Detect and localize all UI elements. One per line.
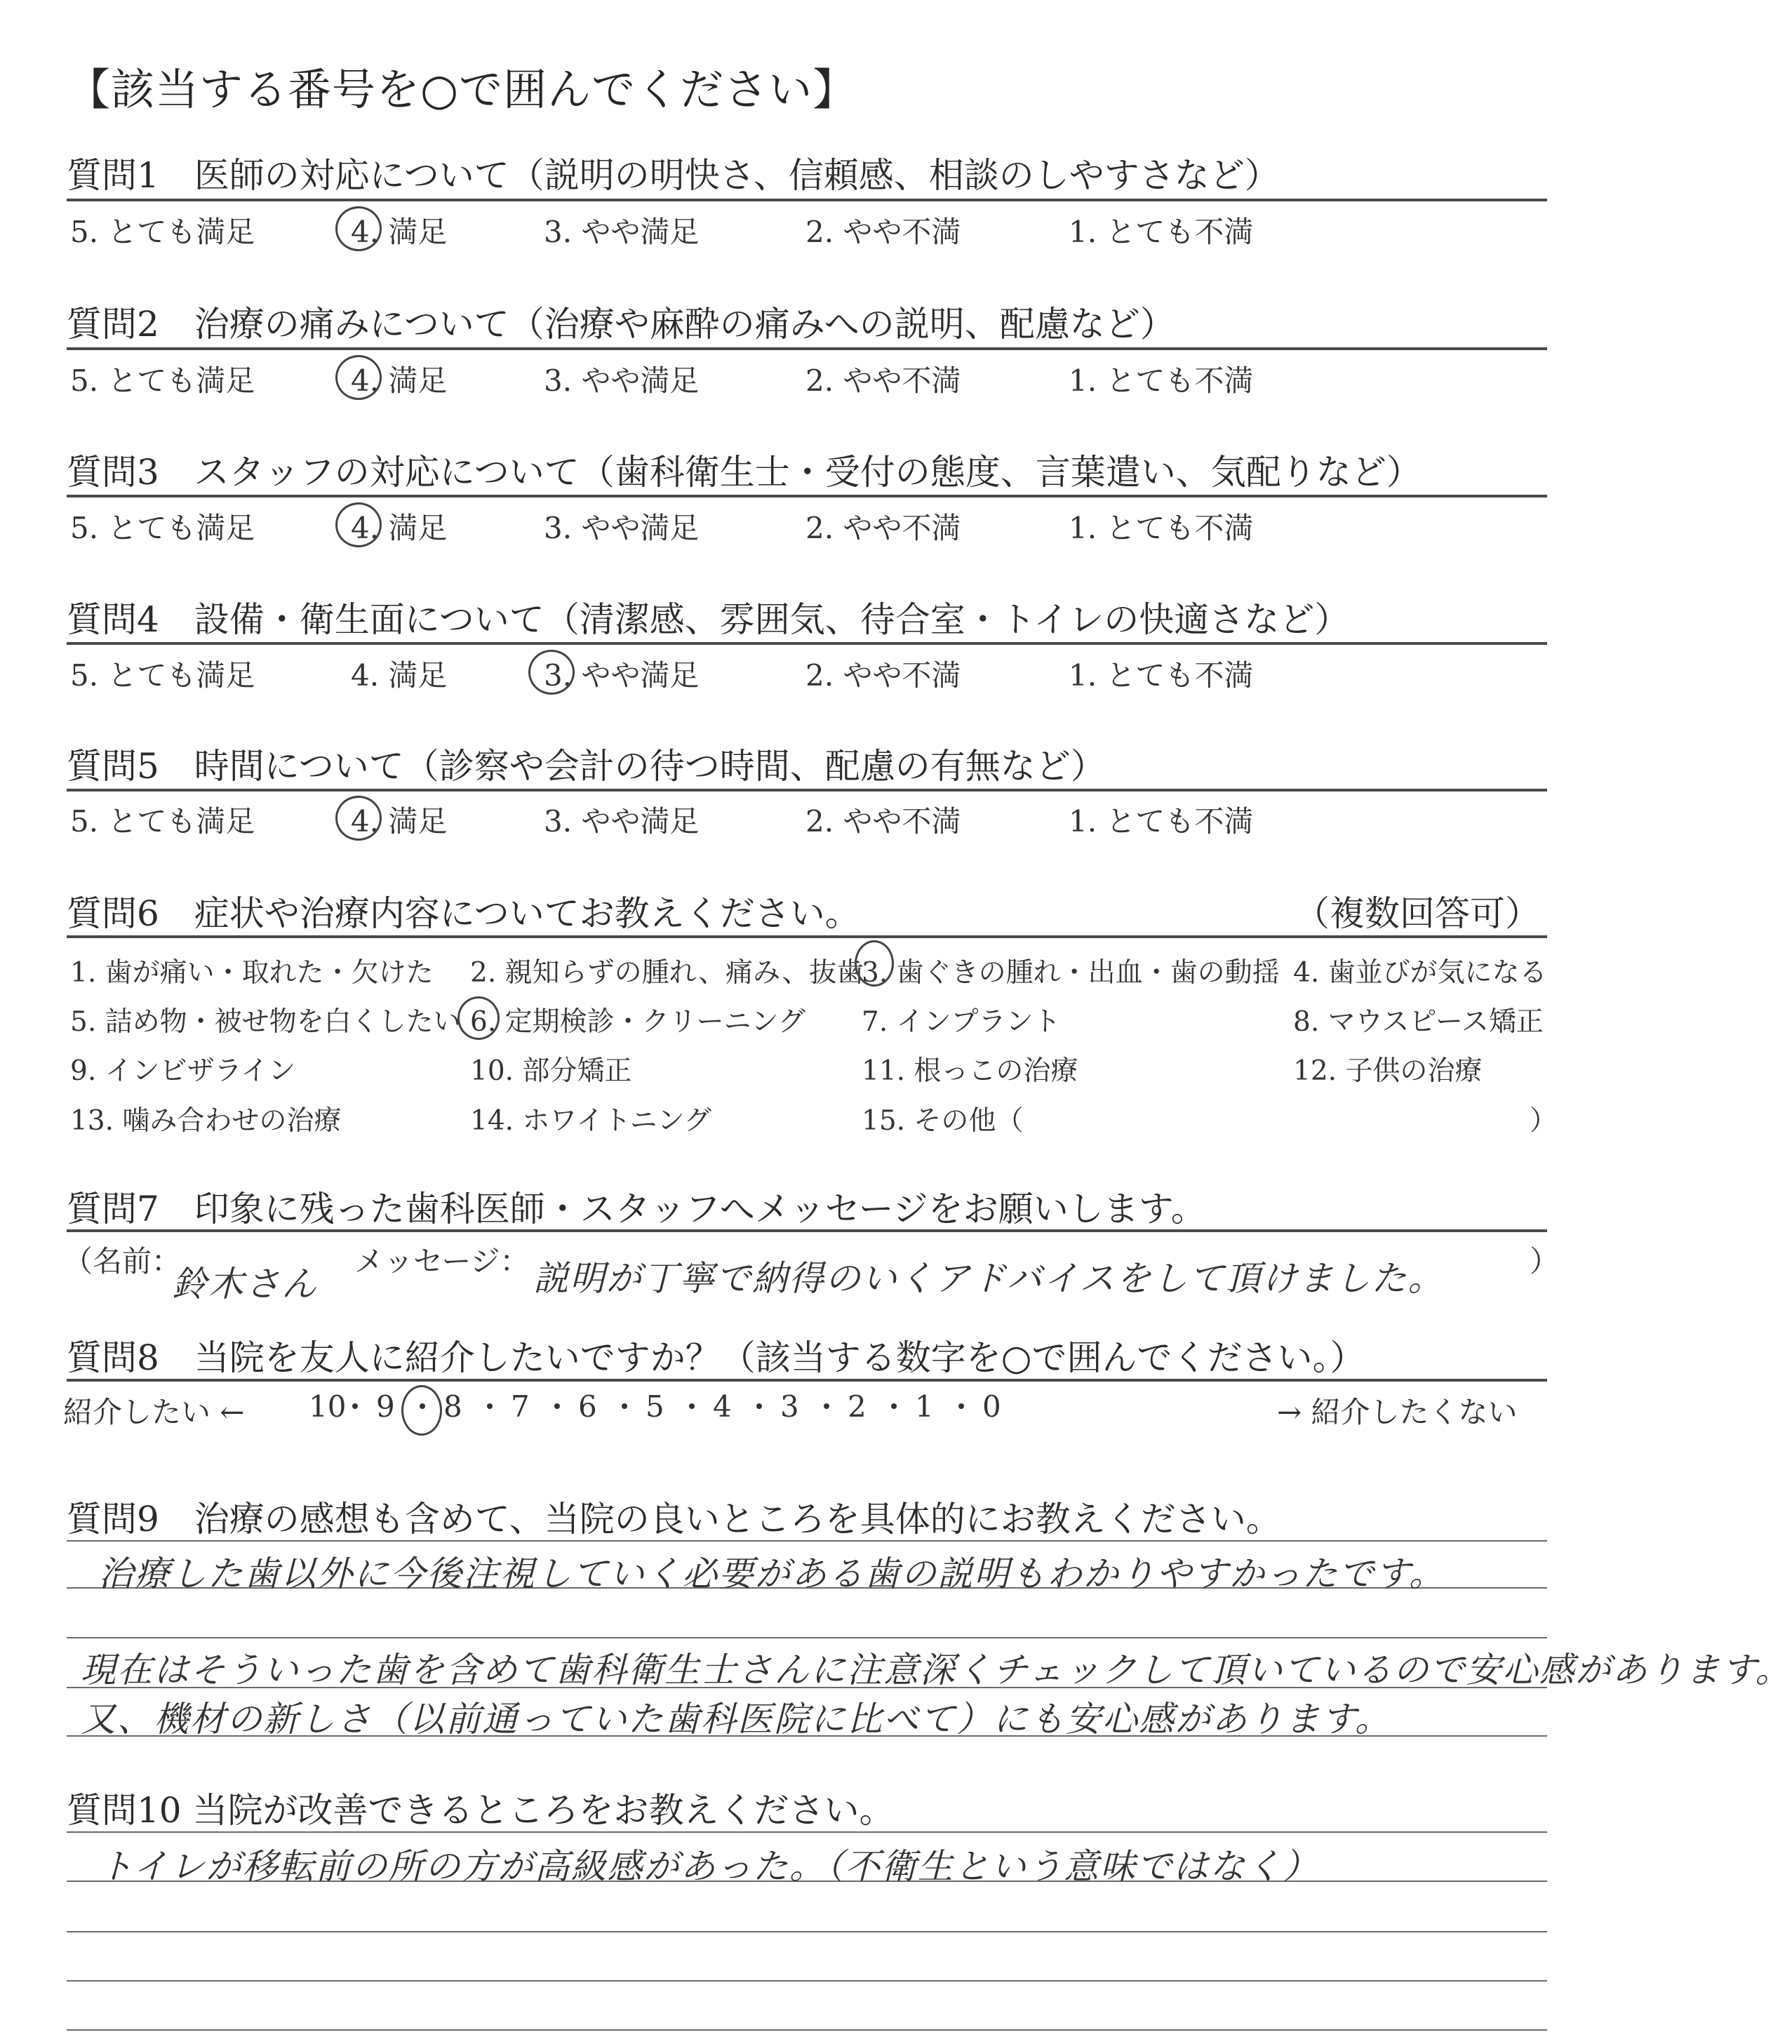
q6-item-10[interactable]: 10. 部分矯正 xyxy=(470,1055,632,1087)
q9-line-2 xyxy=(67,1637,1547,1638)
q2-rule xyxy=(67,347,1547,350)
q2-selection-circle xyxy=(335,355,382,400)
q3-option-2[interactable]: 2. やや不満 xyxy=(805,511,961,545)
q9-answer-line-2[interactable]: 現在はそういった歯を含めて歯科衛生士さんに注意深くチェックして頂いているので安心感があります。 xyxy=(81,1650,1792,1690)
q7-rule xyxy=(67,1229,1547,1232)
q3-selection-circle xyxy=(335,502,382,547)
q8-scale-4[interactable]: 4 xyxy=(713,1389,732,1424)
q5-option-2[interactable]: 2. やや不満 xyxy=(805,804,961,839)
q8-scale-9[interactable]: 9 xyxy=(376,1389,395,1424)
q8-scale-8[interactable]: 8 xyxy=(443,1389,462,1424)
q8-scale-separator xyxy=(689,1403,695,1409)
q10-line-4 xyxy=(67,2029,1547,2031)
q2-option-5[interactable]: 5. とても満足 xyxy=(70,363,255,398)
q9-title: 質問9 治療の感想も含めて、当院の良いところを具体的にお教えください。 xyxy=(67,1499,1281,1539)
q8-scale-separator xyxy=(756,1403,762,1409)
q8-scale-separator xyxy=(487,1403,493,1409)
q6-item-13[interactable]: 13. 噛み合わせの治療 xyxy=(70,1105,342,1137)
q2-option-2[interactable]: 2. やや不満 xyxy=(805,363,961,398)
q6-item-15-close: ） xyxy=(1530,1105,1558,1137)
q8-scale-separator xyxy=(824,1403,829,1409)
q6-item-3[interactable]: 3. 歯ぐきの腫れ・出血・歯の動揺 xyxy=(862,957,1280,989)
q6-item-3-circle xyxy=(855,940,894,987)
q9-answer-line-3[interactable]: 又、機材の新しさ（以前通っていた歯科医院に比べて）にも安心感があります。 xyxy=(81,1699,1391,1739)
q4-option-3[interactable]: 3. やや満足 xyxy=(544,658,700,693)
q6-item-6[interactable]: 6. 定期検診・クリーニング xyxy=(470,1006,805,1038)
q8-title: 質問8 当院を友人に紹介したいですか？（該当する数字を○で囲んでください。） xyxy=(67,1337,1365,1378)
q1-selection-circle xyxy=(335,206,382,251)
q1-rule xyxy=(67,199,1547,201)
q5-option-3[interactable]: 3. やや満足 xyxy=(544,804,700,839)
q4-title: 質問4 設備・衛生面について（清潔感、雰囲気、待合室・トイレの快適さなど） xyxy=(67,599,1350,640)
q8-scale-separator xyxy=(352,1403,358,1409)
q6-item-6-circle xyxy=(457,996,500,1040)
q5-selection-circle xyxy=(335,796,382,841)
q7-message-value[interactable]: 説明が丁寧で納得のいくアドバイスをして頂けました。 xyxy=(533,1258,1445,1299)
q6-item-1[interactable]: 1. 歯が痛い・取れた・欠けた xyxy=(70,957,434,989)
q1-option-5[interactable]: 5. とても満足 xyxy=(70,215,255,249)
q3-title: 質問3 スタッフの対応について（歯科衛生士・受付の態度、言葉遣い、気配りなど） xyxy=(67,452,1422,493)
q8-rule xyxy=(67,1379,1547,1382)
q7-close-paren: ） xyxy=(1530,1244,1560,1278)
form-header: 【該当する番号を○で囲んでください】 xyxy=(67,64,857,115)
q5-rule xyxy=(67,789,1547,791)
q3-rule xyxy=(67,495,1547,497)
q6-item-8[interactable]: 8. マウスピース矯正 xyxy=(1293,1006,1544,1038)
q10-answer-line-1[interactable]: トイレが移転前の所の方が高級感があった。（不衛生という意味ではなく） xyxy=(98,1846,1319,1887)
q2-option-1[interactable]: 1. とても不満 xyxy=(1069,363,1254,398)
q8-scale-7[interactable]: 7 xyxy=(511,1389,530,1424)
q8-scale-0[interactable]: 0 xyxy=(982,1389,1001,1424)
q5-title: 質問5 時間について（診察や会計の待つ時間、配慮の有無など） xyxy=(67,746,1106,787)
q8-scale-separator xyxy=(958,1403,964,1409)
q8-scale-separator xyxy=(554,1403,560,1409)
q6-item-14[interactable]: 14. ホワイトニング xyxy=(470,1105,711,1137)
q1-title: 質問1 医師の対応について（説明の明快さ、信頼感、相談のしやすさなど） xyxy=(67,155,1280,196)
q8-left-label: 紹介したい ← xyxy=(63,1395,245,1429)
q6-item-9[interactable]: 9. インビザライン xyxy=(70,1055,296,1087)
q9-answer-line-1[interactable]: 治療した歯以外に今後注視していく必要がある歯の説明もわかりやすかったです。 xyxy=(98,1554,1445,1594)
q7-name-value[interactable]: 鈴木さん xyxy=(172,1264,318,1304)
q10-line-3 xyxy=(67,1980,1547,1982)
q6-title: 質問6 症状や治療内容についてお教えください。 xyxy=(67,893,860,934)
q6-item-4[interactable]: 4. 歯並びが気になる xyxy=(1293,957,1547,989)
q7-name-label: （名前： xyxy=(63,1244,182,1278)
q10-title: 質問10 当院が改善できるところをお教えください。 xyxy=(67,1790,895,1831)
q4-option-2[interactable]: 2. やや不満 xyxy=(805,658,961,693)
q2-title: 質問2 治療の痛みについて（治療や麻酔の痛みへの説明、配慮など） xyxy=(67,304,1175,345)
q2-option-4[interactable]: 4. 満足 xyxy=(351,363,448,398)
q8-selection-circle xyxy=(401,1385,442,1436)
q4-option-4[interactable]: 4. 満足 xyxy=(351,658,448,693)
q1-option-4[interactable]: 4. 満足 xyxy=(351,215,448,249)
q1-option-2[interactable]: 2. やや不満 xyxy=(805,215,961,249)
q6-item-11[interactable]: 11. 根っこの治療 xyxy=(862,1055,1078,1087)
q3-option-1[interactable]: 1. とても不満 xyxy=(1069,511,1254,545)
q6-item-7[interactable]: 7. インプラント xyxy=(862,1006,1061,1038)
q10-line-2 xyxy=(67,1931,1547,1932)
q6-item-12[interactable]: 12. 子供の治療 xyxy=(1293,1055,1483,1087)
q8-scale-5[interactable]: 5 xyxy=(646,1389,664,1424)
q4-option-5[interactable]: 5. とても満足 xyxy=(70,658,255,693)
q7-title: 質問7 印象に残った歯科医師・スタッフへメッセージをお願いします。 xyxy=(67,1189,1206,1229)
q7-message-label: メッセージ： xyxy=(354,1244,530,1278)
q8-scale-3[interactable]: 3 xyxy=(780,1389,799,1424)
q5-option-4[interactable]: 4. 満足 xyxy=(351,804,448,839)
q3-option-5[interactable]: 5. とても満足 xyxy=(70,511,255,545)
q6-item-2[interactable]: 2. 親知らずの腫れ、痛み、抜歯 xyxy=(470,957,864,989)
q4-option-1[interactable]: 1. とても不満 xyxy=(1069,658,1254,693)
q1-option-3[interactable]: 3. やや満足 xyxy=(544,215,700,249)
q8-scale-2[interactable]: 2 xyxy=(848,1389,867,1424)
q8-scale-1[interactable]: 1 xyxy=(915,1389,934,1424)
q6-item-15[interactable]: 15. その他（ xyxy=(862,1105,1024,1137)
q8-scale-separator xyxy=(622,1403,627,1409)
q8-scale-6[interactable]: 6 xyxy=(578,1389,597,1424)
q5-option-5[interactable]: 5. とても満足 xyxy=(70,804,255,839)
q8-scale-separator xyxy=(891,1403,897,1409)
q5-option-1[interactable]: 1. とても不満 xyxy=(1069,804,1254,839)
q8-scale-10[interactable]: 10 xyxy=(309,1389,347,1424)
q9-line-0 xyxy=(67,1540,1547,1542)
q4-selection-circle xyxy=(528,650,575,695)
q2-option-3[interactable]: 3. やや満足 xyxy=(544,363,700,398)
q6-multiple-note: （複数回答可） xyxy=(1295,893,1540,934)
q1-option-1[interactable]: 1. とても不満 xyxy=(1069,215,1254,249)
q6-item-5[interactable]: 5. 詰め物・被せ物を白くしたい xyxy=(70,1006,461,1038)
q10-line-0 xyxy=(67,1831,1547,1833)
q3-option-4[interactable]: 4. 満足 xyxy=(351,511,448,545)
q6-rule xyxy=(67,935,1547,938)
q4-rule xyxy=(67,642,1547,645)
q3-option-3[interactable]: 3. やや満足 xyxy=(544,511,700,545)
q8-right-label: → 紹介したくない xyxy=(1277,1395,1518,1429)
